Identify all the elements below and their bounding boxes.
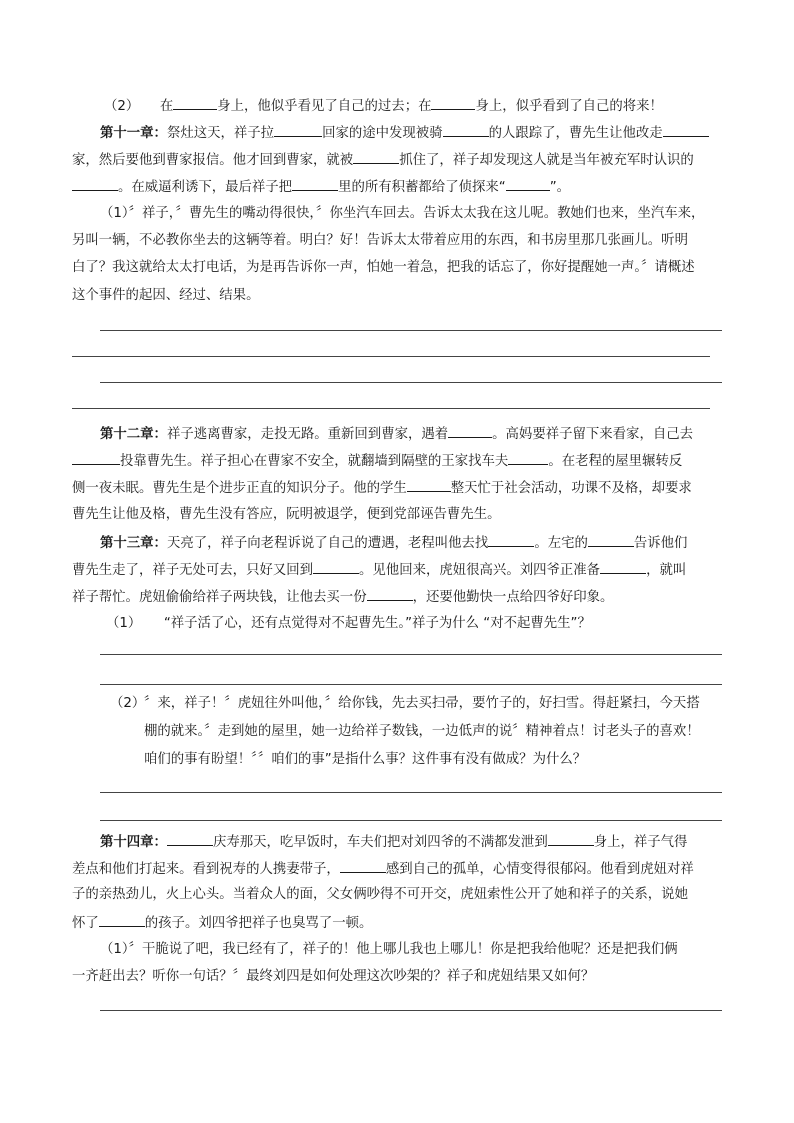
chapter-14-line (72, 858, 724, 880)
text-run: ，还要他勤快一点给四爷好印象。 (412, 590, 614, 605)
text-run: 的孩子。刘四爷把祥子也臭骂了一顿。 (144, 916, 373, 931)
chapter-11-line (72, 176, 724, 198)
answer-line[interactable] (100, 820, 722, 821)
answer-line[interactable] (72, 408, 710, 409)
chapter-title: 第十一章： (100, 126, 167, 141)
chapter-13-line (72, 586, 724, 608)
fill-blank[interactable] (292, 176, 338, 191)
chapter-title: 第十三章： (100, 536, 167, 551)
text-run: ”。 (549, 180, 571, 195)
question-text: （1）〞干脆说了吧，我已经有了，祥子的！他上哪儿我也上哪儿！你是把我给他呢？还是把我们俩 (100, 942, 678, 957)
text-run: 。左宅的 (534, 536, 588, 551)
text-run: 祥子帮忙。虎妞偷偷给祥子两块钱，让他去买一份 (72, 590, 367, 605)
question-text: 一齐赶出去？听你一句话？〞最终刘四是如何处理这次吵架的？祥子和虎妞结果又如何？ (72, 969, 595, 984)
question-item (106, 614, 724, 634)
text-run: 身上，祥子气得 (593, 835, 688, 850)
text-run: 身上，似乎看到了自己的将来！ (475, 99, 663, 114)
question-text: （1）〞祥子，〞曹先生的嘴动得很快，〞你坐汽车回去。告诉太太我在这儿呢。教她们也来，坐汽车来， (100, 206, 705, 221)
chapter-13-line (100, 532, 724, 554)
text-run: 。在老程的屋里辗转反 (548, 454, 683, 469)
fill-blank[interactable] (506, 176, 550, 191)
text-run: 曹先生走了，祥子无处可去，只好又回到 (72, 563, 314, 578)
text-run: 。高妈要祥子留下来看家，自己去 (492, 427, 694, 442)
fill-blank[interactable] (663, 122, 709, 137)
question-text: 咱们的事有盼望！〞〞咱们的事”是指什么事？这件事有没有做成？为什么？ (144, 752, 587, 767)
text-run: 里的所有积蓄都给了侦探来“ (338, 180, 506, 195)
question-number: （2） (110, 696, 146, 711)
answer-line[interactable] (100, 792, 722, 793)
text-run: 回家的途中发现被骑 (322, 126, 443, 141)
answer-line[interactable] (100, 382, 722, 383)
text-run: 家，然后要他到曹家报信。他才回到曹家，就被 (72, 153, 354, 168)
text-run: 投靠曹先生。祥子担心在曹家不安全，就翻墙到隔壁的王家找车夫 (120, 454, 509, 469)
fill-blank[interactable] (508, 450, 548, 465)
chapter-11-line (72, 149, 724, 171)
fill-blank[interactable] (443, 122, 489, 137)
chapter-13-line (72, 559, 724, 581)
chapter-14-line (100, 831, 724, 853)
chapter-14-line (72, 912, 724, 934)
fill-blank[interactable] (173, 95, 217, 110)
fill-blank[interactable] (99, 912, 145, 927)
answer-line[interactable] (100, 330, 722, 331)
fill-blank[interactable] (431, 95, 475, 110)
text-run: 告诉他们 (633, 536, 688, 551)
question-text: “祥子活了心，还有点觉得对不起曹先生。”祥子为什么 “对不起曹先生”？ (163, 616, 591, 631)
fill-blank[interactable] (407, 477, 451, 492)
chapter-12-line (72, 477, 724, 499)
text-run: 。在威逼利诱下，最后祥子把 (118, 180, 293, 195)
fill-blank[interactable] (448, 423, 492, 438)
fill-blank[interactable] (367, 586, 413, 601)
question-text: 〞来，祥子！〞虎妞往外叫他，〞给你钱，先去买扫帚，要竹子的，好扫雪。得赶紧扫，今天搭 (144, 696, 700, 711)
text-run: 整天忙于社会活动，功课不及格，却要求 (450, 481, 692, 496)
chapter-14-line: 子的亲热劲儿，火上心头。当着众人的面，父女俩吵得不可开交，虎妞索性公开了她和祥子的关系，说她 (72, 887, 688, 902)
text-run: 祭灶这天，祥子拉 (166, 126, 275, 141)
chapter-12-line: 曹先生让他及格，曹先生没有答应，阮明被退学，便到党部诬告曹先生。 (72, 507, 501, 522)
answer-line[interactable] (100, 684, 722, 685)
fill-blank[interactable] (548, 831, 594, 846)
chapter-12-line (100, 423, 724, 445)
text-run: 天亮了，祥子向老程诉说了自己的遭遇，老程叫他去找 (166, 536, 489, 551)
fill-blank[interactable] (340, 858, 386, 873)
chapter-title: 第十四章： (100, 835, 167, 850)
chapter-12-line (72, 450, 724, 472)
text-run: 在 (159, 99, 174, 114)
text-run: 。见他回来，虎妞很高兴。刘四爷正准备 (359, 563, 601, 578)
question-number: （1） (106, 616, 142, 631)
fill-blank[interactable] (167, 831, 213, 846)
fill-blank[interactable] (488, 532, 534, 547)
text-run: 庆寿那天，吃早饭时，车夫们把对刘四爷的不满都发泄到 (212, 835, 548, 850)
text-run: 怀了 (72, 916, 99, 931)
answer-line[interactable] (100, 654, 722, 655)
fill-blank[interactable] (588, 532, 634, 547)
answer-line[interactable] (100, 1010, 722, 1011)
text-run: 侧一夜未眠。曹先生是个进步正直的知识分子。他的学生 (72, 481, 407, 496)
chapter-11-line (100, 122, 724, 144)
answer-line[interactable] (72, 356, 710, 357)
text-run: 的人跟踪了，曹先生让他改走 (488, 126, 663, 141)
question-item (104, 95, 724, 117)
question-text: 棚的就来。〞走到她的屋里，她一边给祥子数钱，一边低声的说〞精神着点！讨老头子的喜欢！ (144, 724, 700, 739)
fill-blank[interactable] (72, 176, 118, 191)
fill-blank[interactable] (72, 450, 120, 465)
text-run: 差点和他们打起来。看到祝寿的人携妻带子， (72, 862, 340, 877)
question-text: 另叫一辆，不必教你坐去的这辆等着。明白？好！告诉太太带着应用的东西，和书房里那几张画儿。听明 (72, 233, 688, 248)
fill-blank[interactable] (313, 559, 359, 574)
text-run: 感到自己的孤单，心情变得很郁闷。他看到虎妞对祥 (385, 862, 694, 877)
question-number: （2） (104, 99, 140, 114)
fill-blank[interactable] (600, 559, 646, 574)
text-run: ，就叫 (646, 563, 687, 578)
question-text: 白了？我这就给太太打电话，为是再告诉你一声，怕她一着急，把我的话忘了，你好提醒她一声。〞请概述 (72, 260, 695, 275)
fill-blank[interactable] (353, 149, 399, 164)
text-run: 抓住了，祥子却发现这人就是当年被充军时认识的 (399, 153, 694, 168)
text-run: 祥子逃离曹家，走投无路。重新回到曹家，遇着 (166, 427, 449, 442)
fill-blank[interactable] (274, 122, 322, 137)
question-text: 这个事件的起因、经过、结果。 (72, 288, 260, 303)
text-run: 身上，他似乎看见了自己的过去；在 (217, 99, 432, 114)
chapter-title: 第十二章： (100, 427, 167, 442)
